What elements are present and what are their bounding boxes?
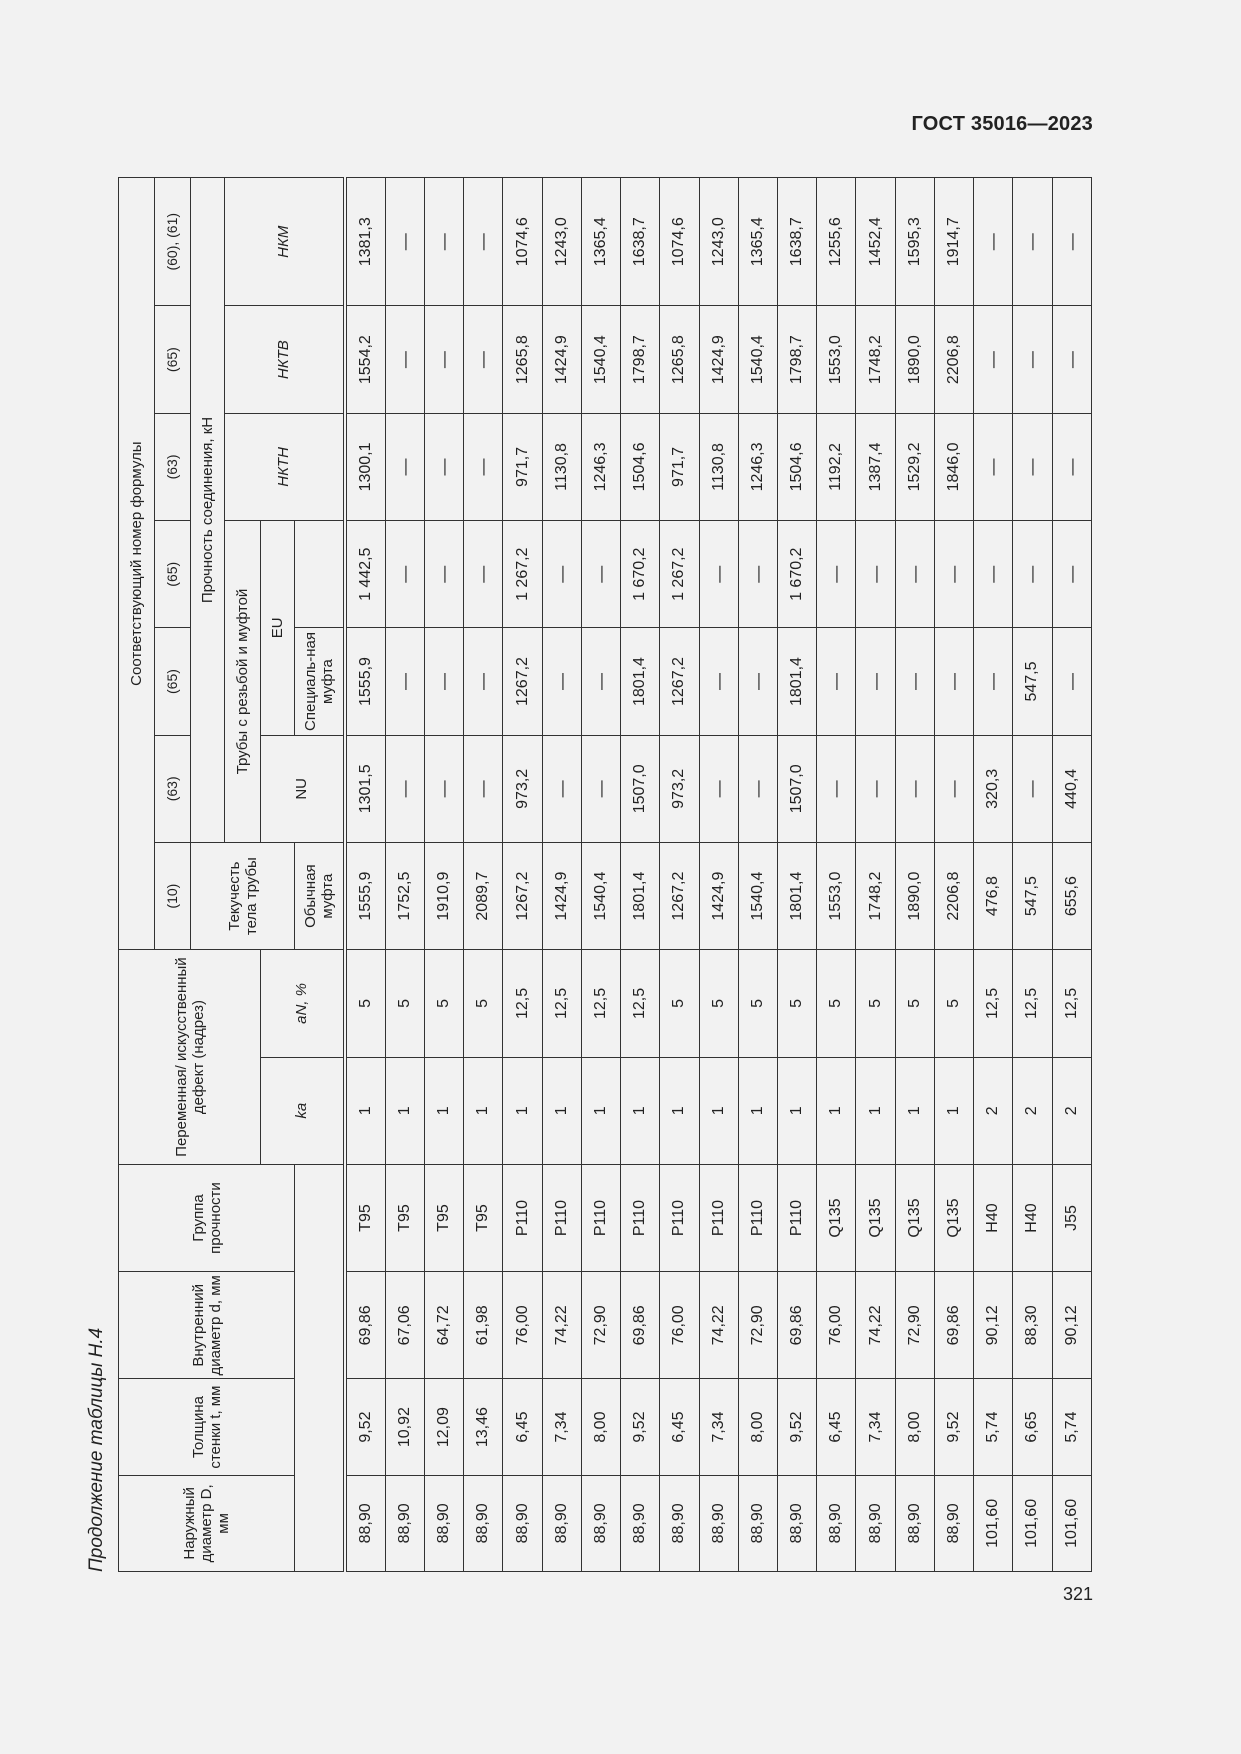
table-cell: 5 [385, 950, 424, 1057]
table-cell: 1801,4 [621, 628, 660, 735]
table-cell: 72,90 [895, 1272, 934, 1379]
table-cell: 971,7 [503, 413, 542, 520]
header-nu: NU [261, 735, 345, 842]
table-cell: 5,74 [1052, 1379, 1091, 1475]
table-cell: — [1052, 178, 1091, 306]
table-cell: 1914,7 [934, 178, 973, 306]
table-cell: 88,90 [621, 1475, 660, 1571]
table-row [345, 178, 386, 1572]
table-cell: T95 [464, 1164, 503, 1271]
table-cell: 101,60 [974, 1475, 1013, 1571]
table-cell: 6,65 [1013, 1379, 1052, 1475]
header-outer-diameter: Наружный диаметр D, мм [119, 1475, 295, 1571]
table-cell: — [934, 735, 973, 842]
table-cell: 1 [856, 1057, 895, 1164]
table-cell: 1910,9 [425, 842, 464, 949]
table-cell: 1801,4 [778, 842, 817, 949]
table-cell: 5 [817, 950, 856, 1057]
table-cell: 76,00 [503, 1272, 542, 1379]
table-cell: 1300,1 [345, 413, 386, 520]
page-number: 321 [1062, 1584, 1093, 1604]
table-cell: — [817, 628, 856, 735]
table-cell: 1507,0 [621, 735, 660, 842]
table-cell: 12,5 [581, 950, 620, 1057]
table-cell: 1074,6 [660, 178, 699, 306]
table-cell: P110 [542, 1164, 581, 1271]
table-cell: 440,4 [1052, 735, 1091, 842]
table-cell: 1387,4 [856, 413, 895, 520]
table-cell: 6,45 [503, 1379, 542, 1475]
table-cell: 69,86 [934, 1272, 973, 1379]
table-cell: Q135 [895, 1164, 934, 1271]
table-cell: 2206,8 [934, 842, 973, 949]
table-cell: 1 [503, 1057, 542, 1164]
table-cell: 90,12 [1052, 1272, 1091, 1379]
table-cell: — [1013, 735, 1052, 842]
table-cell: 1267,2 [660, 628, 699, 735]
table-cell: 5 [345, 950, 386, 1057]
header-formula-number: (65) [155, 628, 191, 735]
table-cell: 1 [464, 1057, 503, 1164]
table-cell: P110 [621, 1164, 660, 1271]
table-cell: 2 [1013, 1057, 1052, 1164]
table-cell: 971,7 [660, 413, 699, 520]
table-row [581, 178, 620, 1572]
table-cell: 88,90 [581, 1475, 620, 1571]
table-row [817, 178, 856, 1572]
table-cell: 88,90 [738, 1475, 777, 1571]
table-cell: 1801,4 [621, 842, 660, 949]
table-cell: 973,2 [503, 735, 542, 842]
header-wall-thickness: Толщина стенки t, мм [119, 1379, 295, 1475]
table-cell: 1381,3 [345, 178, 386, 306]
table-cell: 1555,9 [345, 628, 386, 735]
header-body-yield: Текучесть тела трубы [191, 842, 295, 949]
header-formula-number: (65) [155, 306, 191, 413]
header-formula-group: Соответствующий номер формулы [119, 178, 155, 950]
table-cell: 1846,0 [934, 413, 973, 520]
table-cell: 7,34 [856, 1379, 895, 1475]
table-cell: — [1013, 413, 1052, 520]
table-cell: 88,90 [464, 1475, 503, 1571]
table-cell: P110 [699, 1164, 738, 1271]
table-cell: — [856, 628, 895, 735]
table-cell: 1801,4 [778, 628, 817, 735]
table-cell: 8,00 [738, 1379, 777, 1475]
table-cell: 1 [385, 1057, 424, 1164]
table-cell: 5 [895, 950, 934, 1057]
table-cell: — [934, 628, 973, 735]
table-cell: 1540,4 [581, 306, 620, 413]
table-cell: 88,90 [934, 1475, 973, 1571]
table-cell: 88,90 [895, 1475, 934, 1571]
table-cell: 1424,9 [542, 306, 581, 413]
table-row [542, 178, 581, 1572]
table-cell: 72,90 [738, 1272, 777, 1379]
table-cell: — [738, 628, 777, 735]
header-strength-group: Группа прочности [119, 1164, 295, 1271]
table-cell: 88,90 [699, 1475, 738, 1571]
table-cell: — [738, 521, 777, 628]
table-cell: — [934, 521, 973, 628]
table-cell: 1748,2 [856, 306, 895, 413]
table-cell: 7,34 [542, 1379, 581, 1475]
table-row [464, 178, 503, 1572]
table-cell: P110 [738, 1164, 777, 1271]
table-cell: — [385, 735, 424, 842]
document-header: ГОСТ 35016—2023 [911, 113, 1093, 135]
table-cell: — [425, 521, 464, 628]
table-cell: 1265,8 [660, 306, 699, 413]
header-formula-number: (63) [155, 735, 191, 842]
table-cell: 1452,4 [856, 178, 895, 306]
table-cell: 1748,2 [856, 842, 895, 949]
table-cell: — [425, 735, 464, 842]
table-cell: — [1013, 306, 1052, 413]
header-nkm: НКМ [225, 178, 345, 306]
table-cell: 1504,6 [621, 413, 660, 520]
header-inner-diameter: Внутренний диаметр d, мм [119, 1272, 295, 1379]
table-cell: — [425, 628, 464, 735]
table-cell: — [1052, 628, 1091, 735]
table-cell: 5 [425, 950, 464, 1057]
table-cell: — [895, 521, 934, 628]
table-cell: 320,3 [974, 735, 1013, 842]
table-cell: 1192,2 [817, 413, 856, 520]
header-nktv: НКТВ [225, 306, 345, 413]
table-cell: — [464, 628, 503, 735]
table-cell: 476,8 [974, 842, 1013, 949]
table-cell: — [974, 628, 1013, 735]
table-cell: 1365,4 [738, 178, 777, 306]
table-cell: 1 [895, 1057, 934, 1164]
table-cell: 1267,2 [503, 628, 542, 735]
table-row [699, 178, 738, 1572]
table-cell: 5 [934, 950, 973, 1057]
table-cell: — [464, 735, 503, 842]
table-cell: P110 [581, 1164, 620, 1271]
table-cell: 1301,5 [345, 735, 386, 842]
table-cell: — [856, 735, 895, 842]
table-cell: — [385, 178, 424, 306]
table-cell: P110 [778, 1164, 817, 1271]
table-cell: 1246,3 [581, 413, 620, 520]
table-cell: 12,5 [621, 950, 660, 1057]
table-row [856, 178, 895, 1572]
header-formula-number: (60), (61) [155, 178, 191, 306]
table-cell: 1 [738, 1057, 777, 1164]
table-cell: 7,34 [699, 1379, 738, 1475]
table-cell: Q135 [934, 1164, 973, 1271]
table-row [503, 178, 542, 1572]
table-cell: Q135 [856, 1164, 895, 1271]
table-cell: 88,90 [503, 1475, 542, 1571]
table-caption: Продолжение таблицы Н.4 [86, 1327, 107, 1572]
table-row [1052, 178, 1091, 1572]
table-cell: 12,09 [425, 1379, 464, 1475]
table-cell: 1 [581, 1057, 620, 1164]
table-row [778, 178, 817, 1572]
table-cell: 88,90 [856, 1475, 895, 1571]
table-cell: 76,00 [817, 1272, 856, 1379]
table-cell: — [425, 178, 464, 306]
table-cell: 69,86 [778, 1272, 817, 1379]
table-cell: — [542, 628, 581, 735]
table-cell: — [425, 413, 464, 520]
header-threaded-coupled: Трубы с резьбой и муфтой [225, 521, 261, 843]
table-cell: 74,22 [542, 1272, 581, 1379]
table-cell: 90,12 [974, 1272, 1013, 1379]
table-cell: 1243,0 [542, 178, 581, 306]
table-cell: 1529,2 [895, 413, 934, 520]
header-regular-coupling: Обычная муфта [295, 842, 345, 949]
table-cell: 1595,3 [895, 178, 934, 306]
table-cell: 2206,8 [934, 306, 973, 413]
table-cell: 1074,6 [503, 178, 542, 306]
table-cell: — [817, 735, 856, 842]
table-cell: 76,00 [660, 1272, 699, 1379]
table-cell: 88,90 [660, 1475, 699, 1571]
table-cell: — [1013, 521, 1052, 628]
table-cell: 88,90 [385, 1475, 424, 1571]
table-row [895, 178, 934, 1572]
table-cell: — [974, 521, 1013, 628]
table-cell: 5 [464, 950, 503, 1057]
table-cell: 1638,7 [778, 178, 817, 306]
table-cell: — [385, 521, 424, 628]
table-cell: 1 [660, 1057, 699, 1164]
table-cell: 5,74 [974, 1379, 1013, 1475]
table-cell: — [1013, 178, 1052, 306]
table-row [660, 178, 699, 1572]
table-cell: 88,30 [1013, 1272, 1052, 1379]
table-cell: 1424,9 [699, 842, 738, 949]
table-cell: — [699, 521, 738, 628]
table-cell: — [1052, 306, 1091, 413]
table-cell: T95 [385, 1164, 424, 1271]
table-cell: 1540,4 [738, 842, 777, 949]
table-cell: 74,22 [699, 1272, 738, 1379]
table-cell: 1638,7 [621, 178, 660, 306]
table-cell: 547,5 [1013, 628, 1052, 735]
table-cell: — [425, 306, 464, 413]
table-cell: 88,90 [542, 1475, 581, 1571]
table-cell: — [464, 178, 503, 306]
table-row [425, 178, 464, 1572]
table-cell: — [1052, 413, 1091, 520]
table-cell: 6,45 [817, 1379, 856, 1475]
table-cell: 5 [699, 950, 738, 1057]
table-cell: 12,5 [974, 950, 1013, 1057]
table-cell: T95 [345, 1164, 386, 1271]
table-cell: P110 [503, 1164, 542, 1271]
table-cell: 1 [345, 1057, 386, 1164]
table-cell: — [974, 306, 1013, 413]
table-cell: 9,52 [345, 1379, 386, 1475]
table-cell: 1752,5 [385, 842, 424, 949]
table-cell: 1890,0 [895, 306, 934, 413]
table-cell: 1130,8 [542, 413, 581, 520]
table-cell: — [699, 735, 738, 842]
table-row [1013, 178, 1052, 1572]
table-cell: 1 [699, 1057, 738, 1164]
table-cell: 88,90 [345, 1475, 386, 1571]
table-cell: 1246,3 [738, 413, 777, 520]
header-nktn: НКТН [225, 413, 345, 520]
table-cell: 9,52 [778, 1379, 817, 1475]
table-cell: 10,92 [385, 1379, 424, 1475]
header-special-coupling: Специаль-ная муфта [295, 628, 345, 735]
table-cell: 1 670,2 [621, 521, 660, 628]
table-cell: — [738, 735, 777, 842]
table-row [934, 178, 973, 1572]
table-cell: 5 [856, 950, 895, 1057]
table-body [345, 178, 1092, 1572]
table-cell: — [817, 521, 856, 628]
table-cell: 1540,4 [738, 306, 777, 413]
table-cell: — [581, 521, 620, 628]
table-cell: 69,86 [345, 1272, 386, 1379]
table-cell: 1504,6 [778, 413, 817, 520]
table-cell: 101,60 [1052, 1475, 1091, 1571]
table-cell: H40 [974, 1164, 1013, 1271]
header-an: aN, % [261, 950, 345, 1057]
table-cell: 74,22 [856, 1272, 895, 1379]
table-cell: 88,90 [817, 1475, 856, 1571]
header-formula-number: (65) [155, 521, 191, 628]
table-cell: — [464, 413, 503, 520]
table-cell: 8,00 [581, 1379, 620, 1475]
table-cell: 88,90 [778, 1475, 817, 1571]
table-cell: 5 [738, 950, 777, 1057]
table-cell: 1424,9 [699, 306, 738, 413]
header-joint-strength: Прочность соединения, кН [191, 178, 225, 843]
header-spacer [295, 1164, 345, 1571]
table-cell: 1 267,2 [503, 521, 542, 628]
table-cell: Q135 [817, 1164, 856, 1271]
table-cell: 12,5 [542, 950, 581, 1057]
table-cell: 8,00 [895, 1379, 934, 1475]
table-cell: 1798,7 [621, 306, 660, 413]
table-cell: P110 [660, 1164, 699, 1271]
table-cell: 5 [778, 950, 817, 1057]
table-cell: 1890,0 [895, 842, 934, 949]
table-cell: — [856, 521, 895, 628]
table-cell: 1 [542, 1057, 581, 1164]
table-cell: 1 670,2 [778, 521, 817, 628]
table-cell: 1507,0 [778, 735, 817, 842]
table-cell: — [464, 306, 503, 413]
table-cell: 9,52 [621, 1379, 660, 1475]
table-cell: — [385, 628, 424, 735]
table-cell: 1553,0 [817, 306, 856, 413]
table-cell: 655,6 [1052, 842, 1091, 949]
table-cell: 69,86 [621, 1272, 660, 1379]
table-row [738, 178, 777, 1572]
table-cell: — [542, 521, 581, 628]
table-cell: — [581, 735, 620, 842]
table-cell: T95 [425, 1164, 464, 1271]
table-cell: 13,46 [464, 1379, 503, 1475]
table-cell: — [974, 178, 1013, 306]
table-cell: 6,45 [660, 1379, 699, 1475]
table-cell: 61,98 [464, 1272, 503, 1379]
table-cell: 1798,7 [778, 306, 817, 413]
table-cell: — [542, 735, 581, 842]
table-cell: 1 [817, 1057, 856, 1164]
table-cell: 1267,2 [660, 842, 699, 949]
table-cell: — [895, 735, 934, 842]
table-cell: 1540,4 [581, 842, 620, 949]
table-cell: 973,2 [660, 735, 699, 842]
table-row [385, 178, 424, 1572]
table-cell: 72,90 [581, 1272, 620, 1379]
table-cell: 67,06 [385, 1272, 424, 1379]
table-cell: 1 [778, 1057, 817, 1164]
table-row [974, 178, 1013, 1572]
table-cell: 1554,2 [345, 306, 386, 413]
table-cell: 12,5 [1013, 950, 1052, 1057]
header-formula-number: (63) [155, 413, 191, 520]
table-cell: 9,52 [934, 1379, 973, 1475]
table-cell: 1267,2 [503, 842, 542, 949]
table-cell: — [464, 521, 503, 628]
table-cell: — [385, 413, 424, 520]
table-cell: — [895, 628, 934, 735]
table-cell: 1553,0 [817, 842, 856, 949]
table-cell: 5 [660, 950, 699, 1057]
table-cell: 1424,9 [542, 842, 581, 949]
table-cell: 64,72 [425, 1272, 464, 1379]
table-row [621, 178, 660, 1572]
table-cell: J55 [1052, 1164, 1091, 1271]
table-cell: 1 [621, 1057, 660, 1164]
table-cell: 1255,6 [817, 178, 856, 306]
table-cell: 12,5 [503, 950, 542, 1057]
table-cell: 2 [1052, 1057, 1091, 1164]
table-cell: — [974, 413, 1013, 520]
table-cell: — [699, 628, 738, 735]
header-formula-number: (10) [155, 842, 191, 949]
table-cell: 101,60 [1013, 1475, 1052, 1571]
table-cell: 1 [934, 1057, 973, 1164]
table-cell: — [1052, 521, 1091, 628]
table-cell: 88,90 [425, 1475, 464, 1571]
header-defect: Переменная/ искусственный дефект (надрез) [119, 950, 261, 1165]
table-cell: — [385, 306, 424, 413]
table-cell: 2089,7 [464, 842, 503, 949]
table-cell: 1 442,5 [345, 521, 386, 628]
table-cell: 1243,0 [699, 178, 738, 306]
header-ka: ka [261, 1057, 345, 1164]
table-cell: 1 [425, 1057, 464, 1164]
table-cell: — [581, 628, 620, 735]
table-cell: 12,5 [1052, 950, 1091, 1057]
table-cell: 1 267,2 [660, 521, 699, 628]
table-cell: 1365,4 [581, 178, 620, 306]
table-cell: 2 [974, 1057, 1013, 1164]
data-table [118, 177, 1092, 1572]
table-cell: 1265,8 [503, 306, 542, 413]
table-cell: 547,5 [1013, 842, 1052, 949]
table-cell: 1555,9 [345, 842, 386, 949]
table-cell: 1130,8 [699, 413, 738, 520]
table-cell: H40 [1013, 1164, 1052, 1271]
table-container [118, 177, 1092, 1572]
header-eu: EU [261, 521, 295, 736]
